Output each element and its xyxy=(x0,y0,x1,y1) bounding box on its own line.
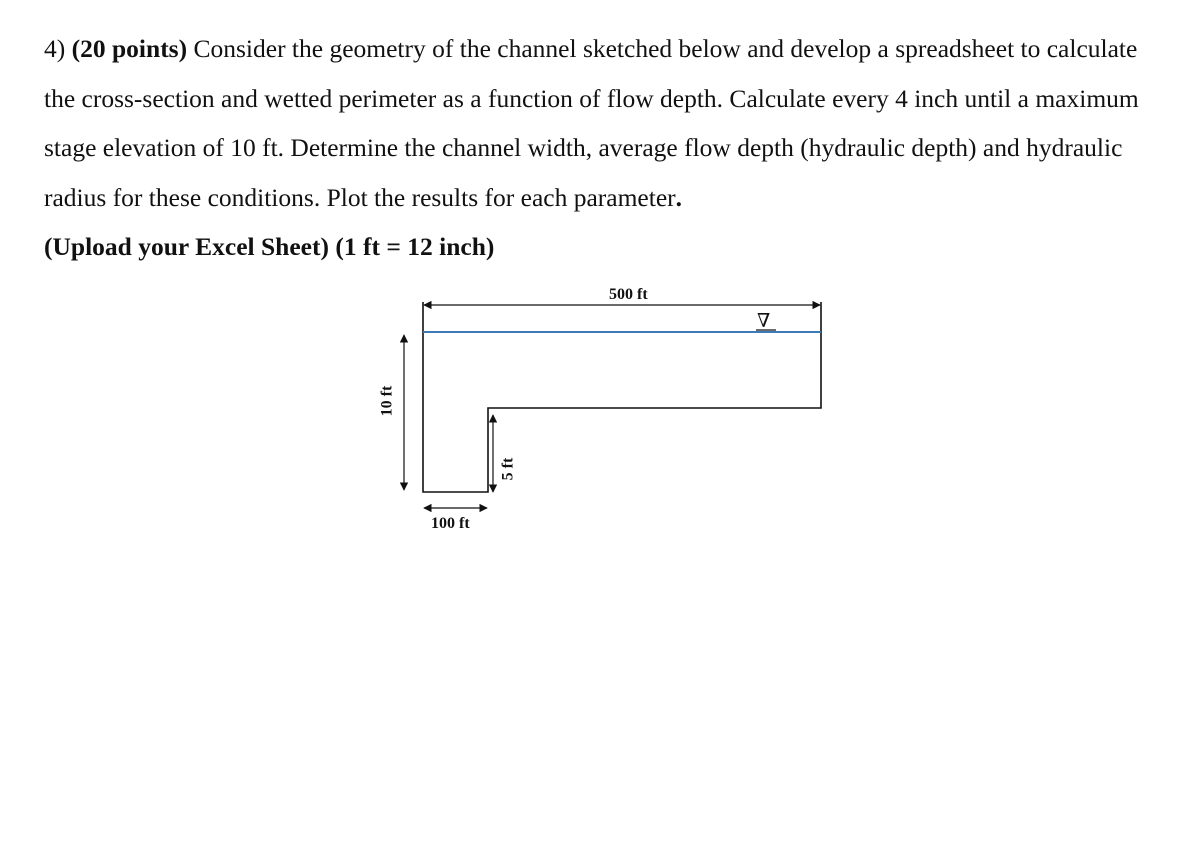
water-surface-symbol: ∇ xyxy=(757,311,771,332)
bottom-width-label: 100 ft xyxy=(431,515,470,532)
step-depth-label: 5 ft xyxy=(499,457,517,481)
upload-note-line xyxy=(44,222,1154,272)
problem-period: . xyxy=(675,182,683,212)
problem-text xyxy=(44,24,1154,222)
top-width-label: 500 ft xyxy=(609,286,648,303)
problem-body: Consider the geometry of the channel sketched below and develop a spreadsheet to calculate the cross-section and wetted perimeter as a function of flow depth. Calculate every 4 inch until a maximum stage elevation of 10 ft. Determine the channel width, average flow depth (hydraulic depth) and hydraulic radius for these conditions. Plot the results for each parameter xyxy=(44,34,1139,212)
total-depth-label: 10 ft xyxy=(378,385,396,417)
problem-statement xyxy=(44,24,1154,272)
problem-number: 4) xyxy=(44,34,66,63)
problem-points: (20 points) xyxy=(71,34,188,63)
upload-note: (Upload your Excel Sheet) (1 ft = 12 inch) xyxy=(44,232,495,261)
channel-diagram xyxy=(360,280,840,550)
